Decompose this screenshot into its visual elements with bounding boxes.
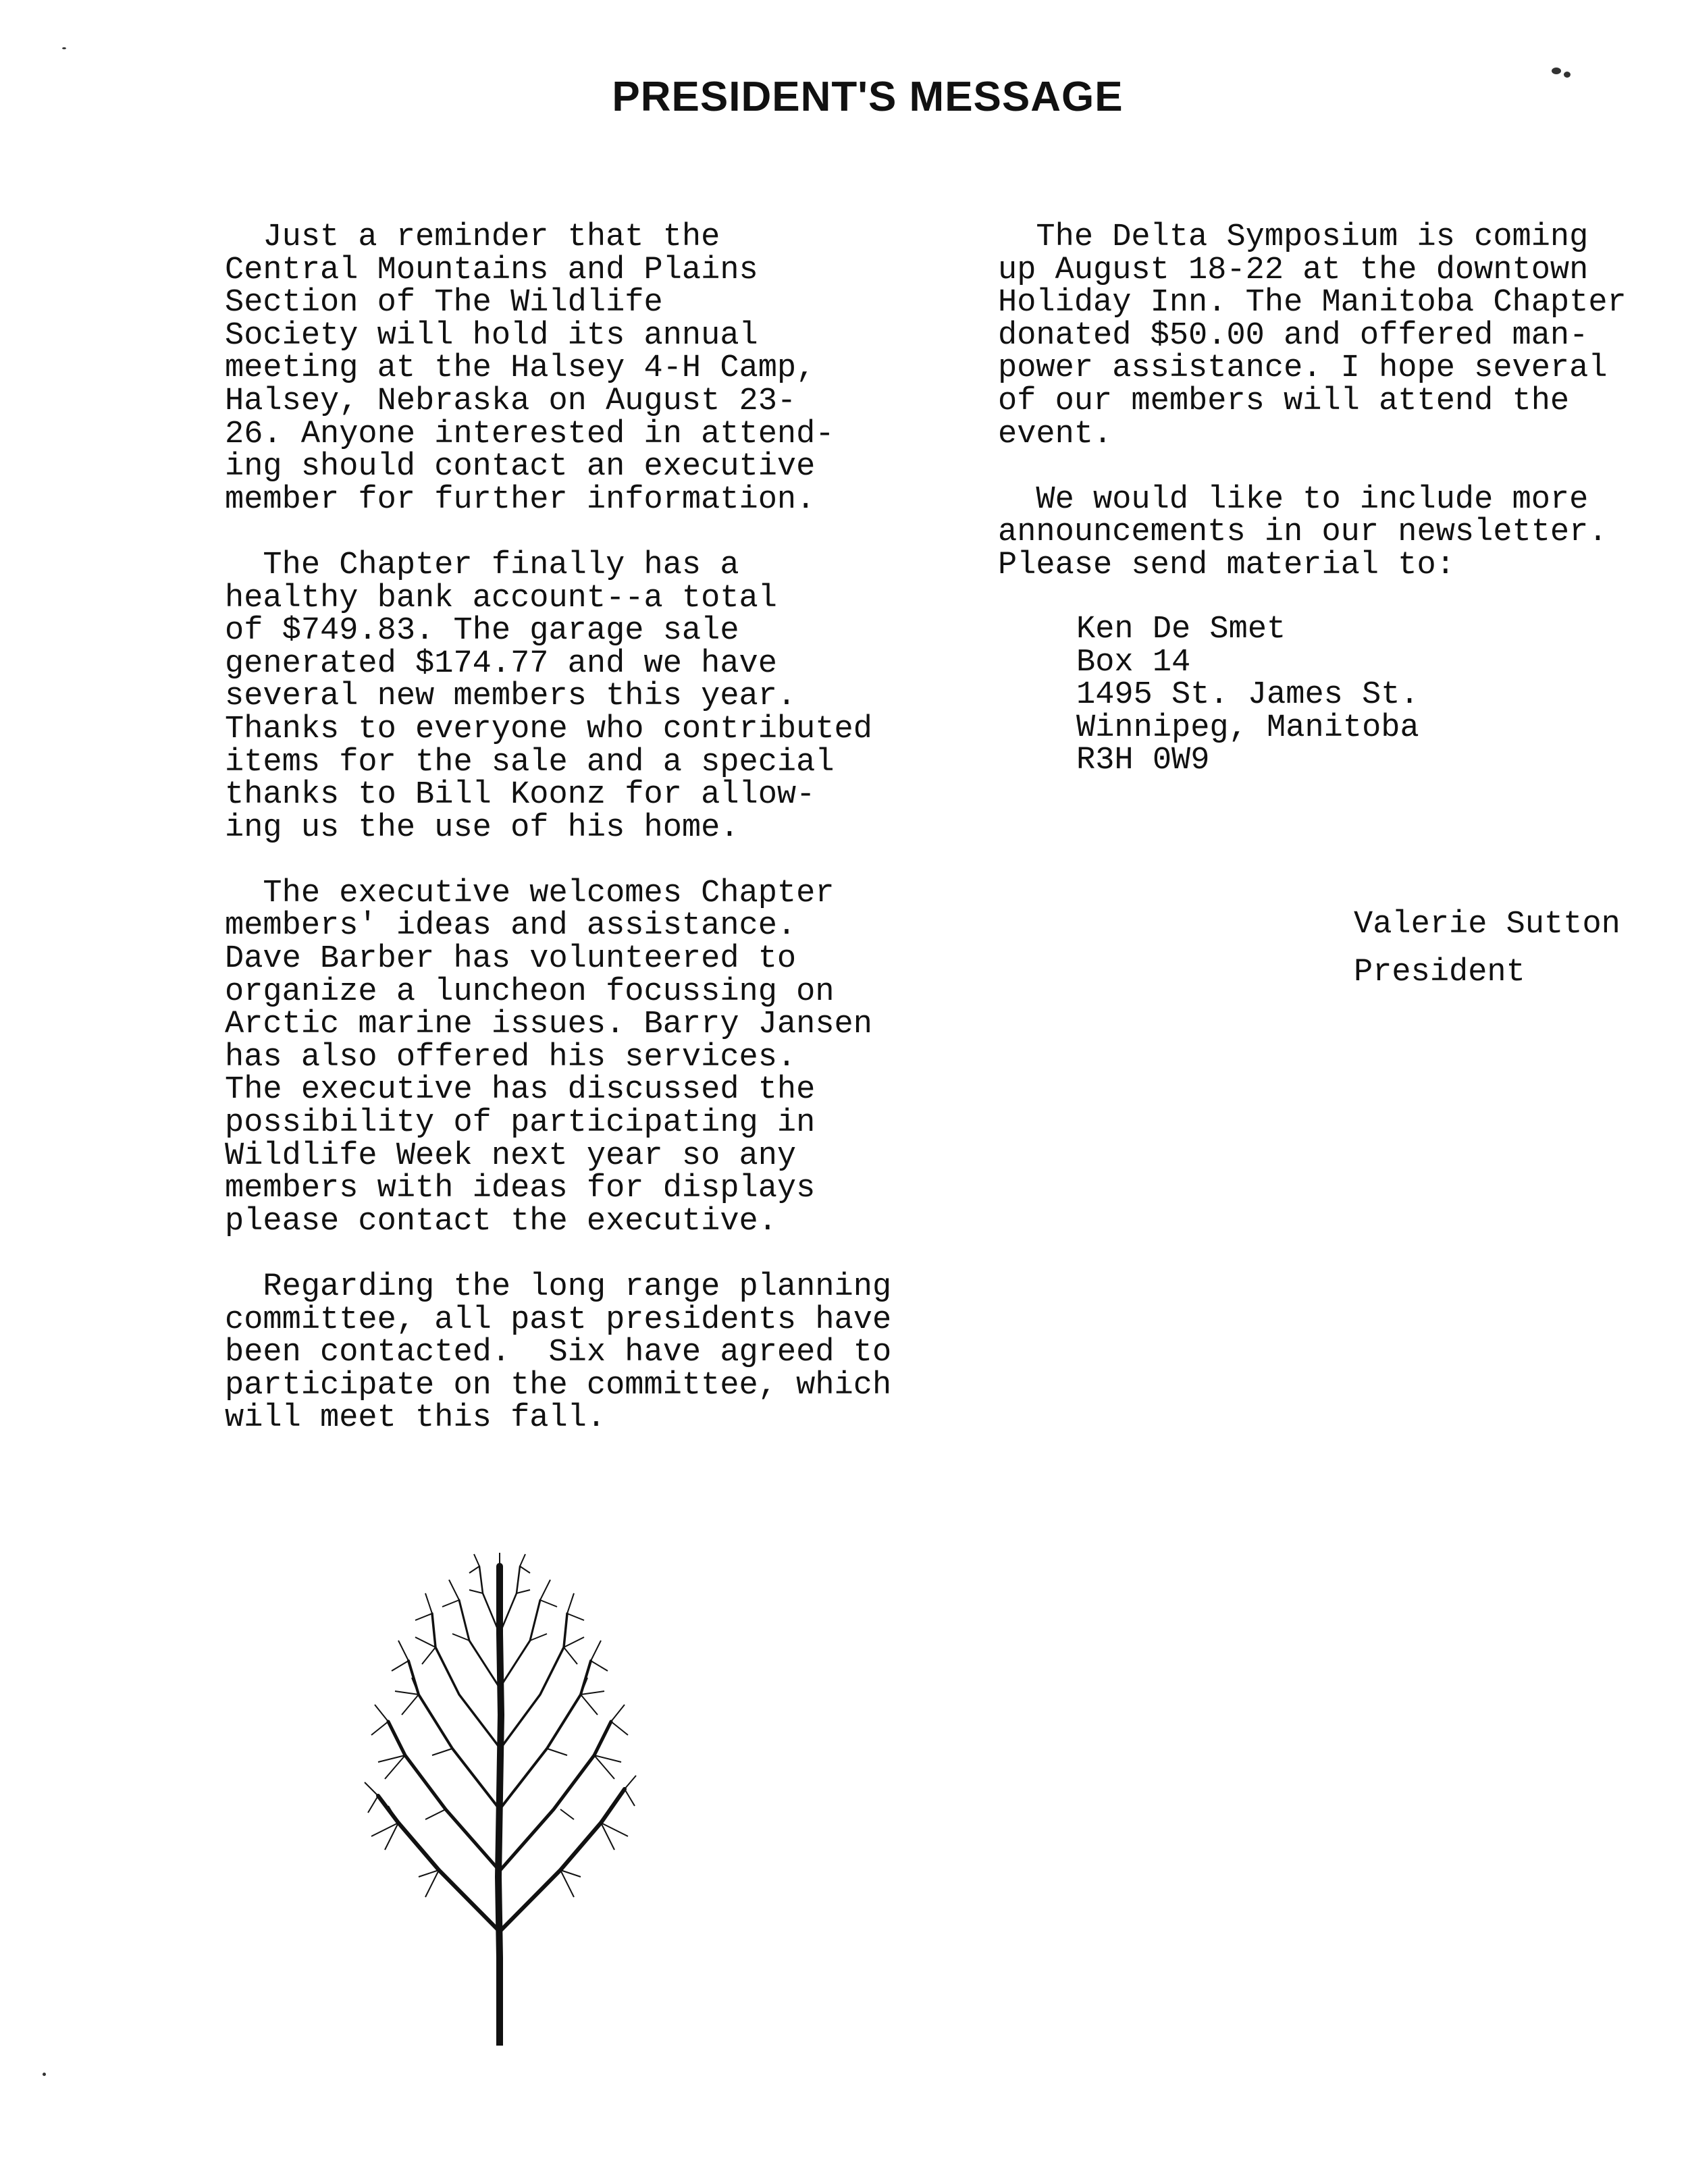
text-line: Dave Barber has volunteered to (225, 941, 797, 978)
text-line: Just a reminder that the (225, 219, 720, 255)
text-line: committee, all past presidents have (225, 1302, 892, 1338)
text-line: 26. Anyone interested in attend- (225, 416, 835, 452)
text-line: Halsey, Nebraska on August 23- (225, 383, 797, 419)
text-line: ing should contact an executive (225, 449, 816, 485)
text-line: of our members will attend the (998, 383, 1570, 419)
signature-title: President (1354, 955, 1525, 990)
text-line: members' ideas and assistance. (225, 908, 797, 944)
tree-icon (358, 1553, 641, 2046)
text-line: items for the sale and a special (225, 744, 835, 780)
text-line: power assistance. I hope several (998, 350, 1608, 387)
text-line: Please send material to: (998, 547, 1455, 583)
text-line: possibility of participating in (225, 1105, 816, 1142)
left-column (225, 221, 941, 1468)
address-line: 1495 St. James St. (1076, 677, 1419, 714)
speck (1552, 68, 1561, 74)
paragraph-delta-symposium (998, 221, 1673, 451)
text-line: members with ideas for displays (225, 1171, 816, 1207)
right-column (998, 221, 1673, 615)
text-line: Thanks to everyone who contributed (225, 711, 872, 747)
text-line: several new members this year. (225, 678, 797, 715)
paragraph-planning-committee (225, 1271, 941, 1435)
text-line: member for further information. (225, 481, 816, 518)
text-line: Wildlife Week next year so any (225, 1138, 797, 1174)
paragraph-bank-account (225, 547, 941, 846)
address-line: Winnipeg, Manitoba (1076, 710, 1419, 746)
text-line: Section of The Wildlife (225, 285, 663, 321)
speck (62, 47, 66, 49)
text-line: The executive has discussed the (225, 1072, 816, 1109)
text-line: been contacted. Six have agreed to (225, 1335, 892, 1371)
mailing-address (1076, 614, 1419, 778)
text-line: We would like to include more (998, 481, 1589, 518)
text-line: please contact the executive. (225, 1203, 777, 1240)
text-line: Regarding the long range planning (225, 1269, 892, 1305)
address-line: Ken De Smet (1076, 612, 1286, 647)
address-line: R3H 0W9 (1076, 743, 1210, 779)
speck (43, 2073, 46, 2076)
page-title: PRESIDENT'S MESSAGE (612, 74, 1124, 120)
address-line: Box 14 (1076, 644, 1191, 681)
paragraph-newsletter-request (998, 481, 1673, 583)
text-line: announcements in our newsletter. (998, 514, 1608, 551)
text-line: ing us the use of his home. (225, 809, 739, 846)
text-line: participate on the committee, which (225, 1367, 892, 1404)
text-line: organize a luncheon focussing on (225, 974, 835, 1010)
paragraph-executive-welcomes (225, 875, 941, 1240)
text-line: event. (998, 416, 1113, 452)
text-line: will meet this fall. (225, 1400, 606, 1437)
speck (1564, 72, 1571, 78)
text-line: generated $174.77 and we have (225, 645, 777, 682)
text-line: The executive welcomes Chapter (225, 875, 835, 911)
text-line: up August 18-22 at the downtown (998, 252, 1589, 288)
text-line: of $749.83. The garage sale (225, 613, 739, 649)
text-line: healthy bank account--a total (225, 580, 777, 616)
text-line: Central Mountains and Plains (225, 252, 758, 288)
text-line: has also offered his services. (225, 1039, 797, 1075)
text-line: donated $50.00 and offered man- (998, 317, 1589, 354)
paragraph-halsey-meeting (225, 221, 941, 516)
text-line: Society will hold its annual (225, 317, 758, 354)
text-line: The Chapter finally has a (225, 547, 739, 583)
text-line: Arctic marine issues. Barry Jansen (225, 1007, 872, 1043)
text-line: The Delta Symposium is coming (998, 219, 1589, 255)
text-line: Holiday Inn. The Manitoba Chapter (998, 285, 1627, 321)
text-line: meeting at the Halsey 4-H Camp, (225, 350, 816, 387)
signature-name: Valerie Sutton (1354, 907, 1620, 942)
text-line: thanks to Bill Koonz for allow- (225, 777, 816, 814)
